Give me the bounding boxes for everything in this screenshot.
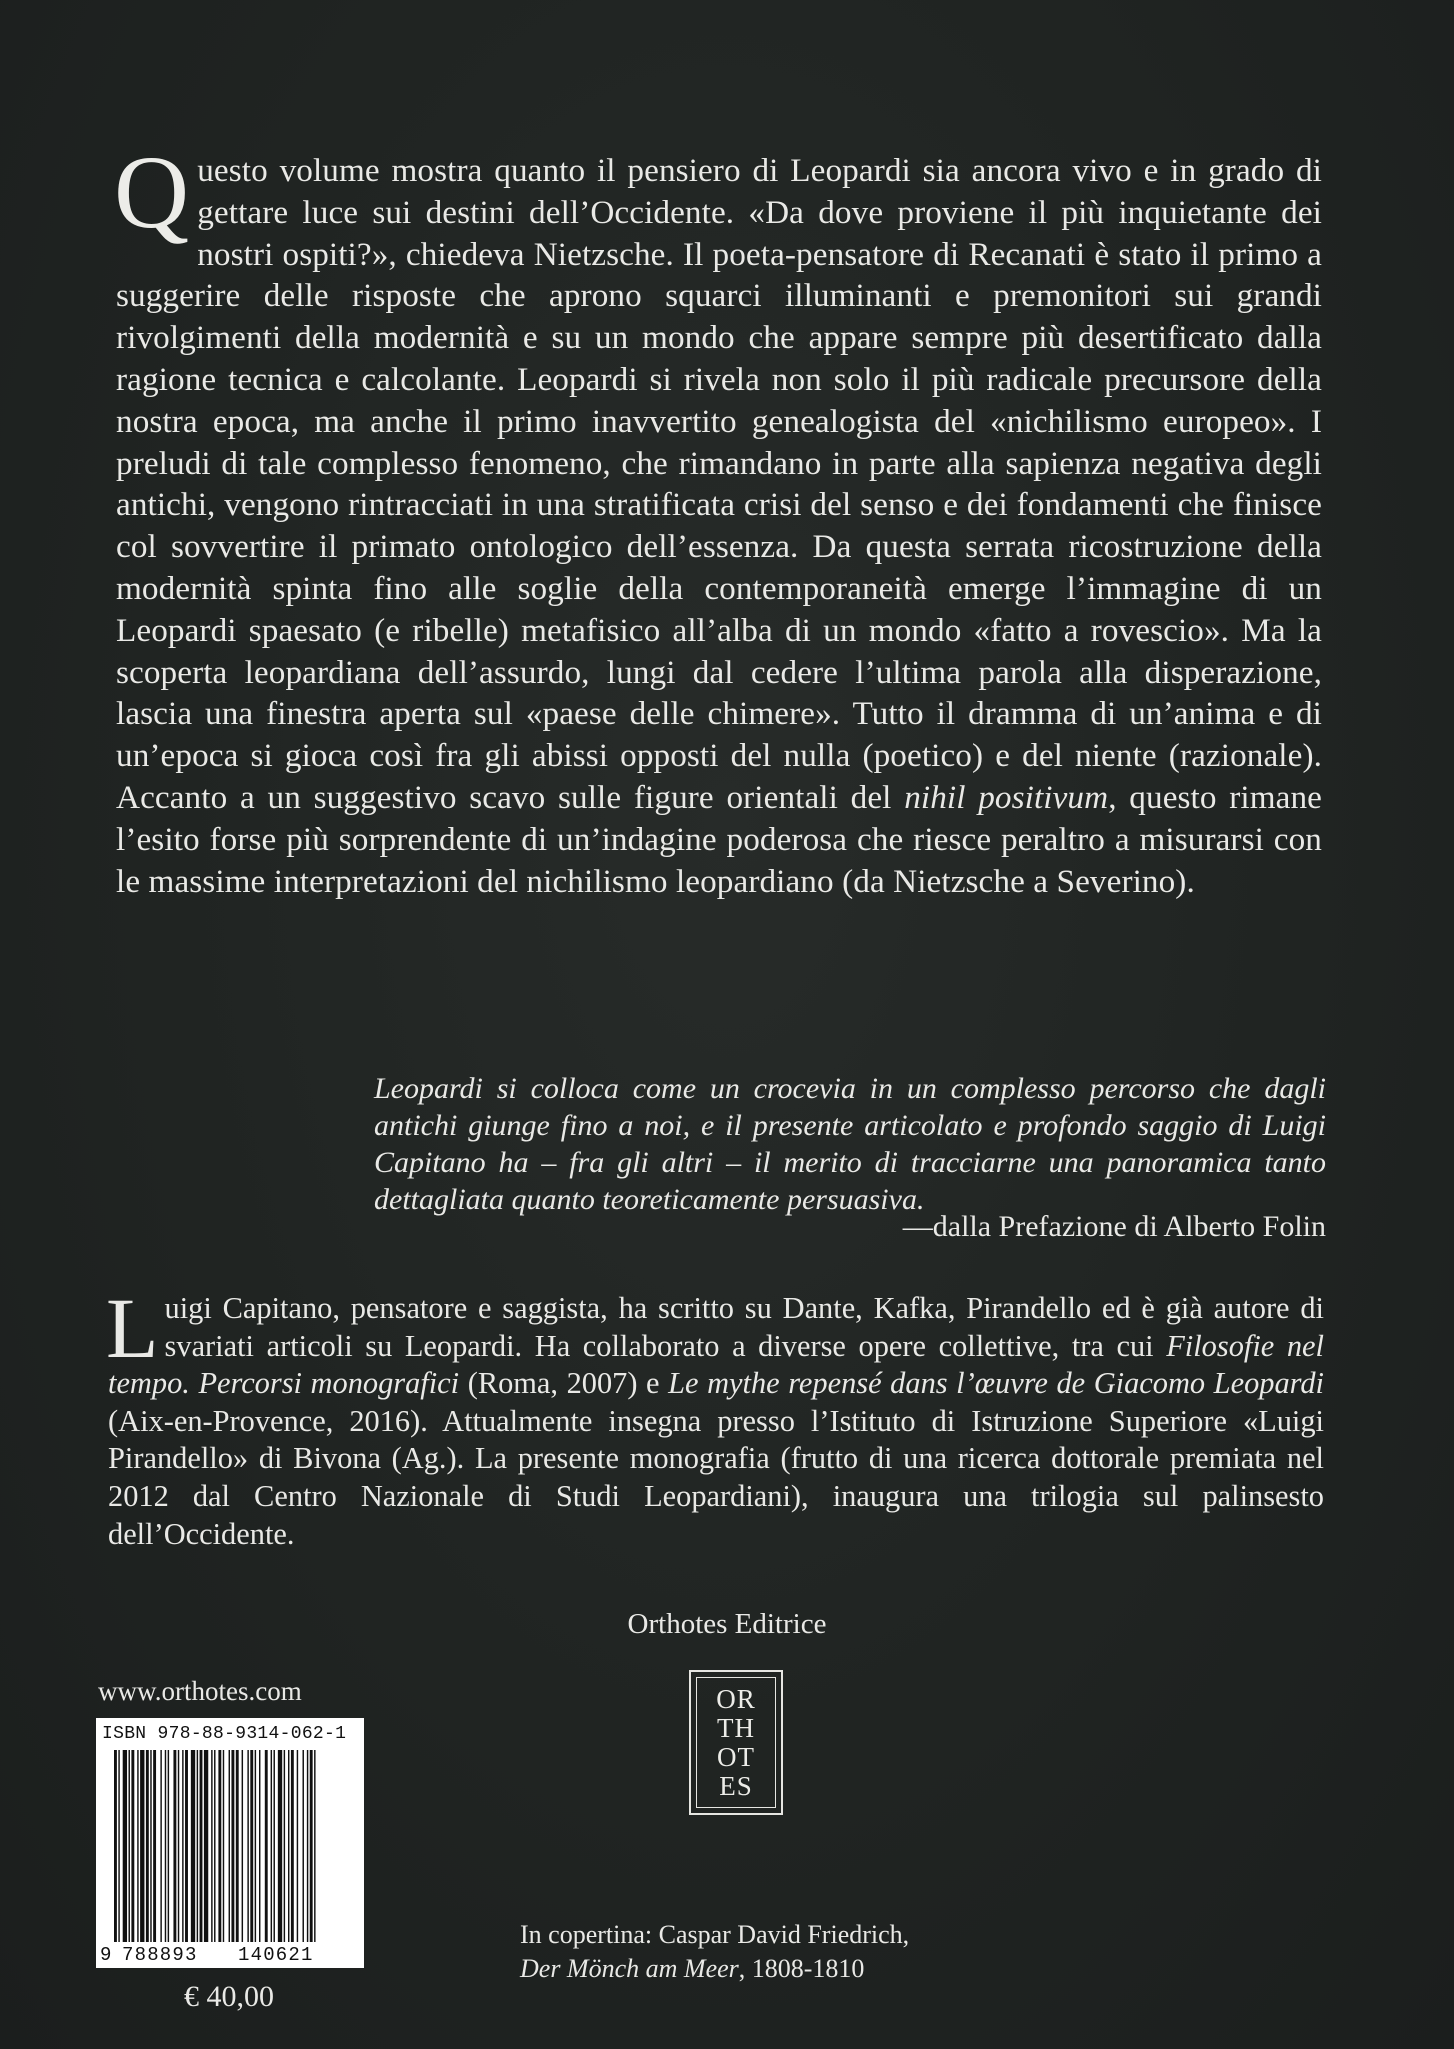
price: € 40,00 [184,1980,274,2013]
quote-attribution: —dalla Prefazione di Alberto Folin [902,1210,1326,1243]
blurb-dropcap: Q [114,135,190,250]
website-url[interactable]: www.orthotes.com [98,1676,302,1706]
blurb-body-end: , questo rimane l’esito forse più sorprendente di un’indagine poderosa che riesce peraltro a misurarsi con le massime interpretazioni del nichilismo leopardiano (da Nietzsche a Severino). [116,778,1322,900]
blurb-text [114,135,1322,902]
cover-credit-line1: In copertina: Caspar David Friedrich, [520,1920,910,1949]
cover-credit [520,1918,909,1986]
author-bio [106,1280,1324,1553]
logo-line: ES [719,1770,753,1801]
cover-credit-years: , 1808-1810 [738,1954,865,1983]
preface-quote: Leopardi si colloca come un crocevia in un complesso percorso che dagli antichi giunge fino a noi, e il presente articolato e profondo saggio di Luigi Capitano ha – fra gli altri – il merito di tracciarne una panoramica tanto dettagliata quanto teoreticamente persuasiva. [374,1072,1326,1216]
barcode-group-1: 788893 [122,1944,198,1966]
publisher-logo [689,1670,783,1815]
publisher-name: Orthotes Editrice [627,1608,827,1640]
cover-credit-title: Der Mönch am Meer [520,1954,739,1983]
blurb-body: uesto volume mostra quanto il pensiero di Leopardi sia ancora vivo e in grado di gettare luce sui destini dell’Occidente. «Da dove proviene il più inquietante dei nostri ospiti?», chiedeva Nietzsche. Il poeta-pensatore di Recanati è stato il primo a suggerire delle risposte che aprono squarci illuminanti e premonitori sui grandi rivolgimenti della modernità e su un mondo che appare sempre più desertificato dalla ragione tecnica e calcolante. Leopardi si rivela non solo il più radicale precursore della nostra epoca, ma anche il primo inavvertito genealogista del «nichilismo europeo». I preludi di tale complesso fenomeno, che rimandano in parte alla sapienza negativa degli antichi, vengono rintracciati in una stratificata crisi del senso e dei fondamenti che finisce col sovvertire il primato ontologico dell’essenza. Da questa serrata ricostruzione della modernità spinta fino alle soglie della contemporaneità emerge l’immagine di un Leopardi spaesato (e ribelle) metafisico all’alba di un mondo «fatto a rovescio». Ma la scoperta leopardiana dell’assurdo, lungi dal cedere l’ultima parola alla disperazione, lascia una finestra aperta sul «paese delle chimere». Tutto il dramma di un’anima e di un’epoca si gioca così fra gli abissi opposti del nulla (poetico) e del niente (razionale). Accanto a un suggestivo scavo sulle figure orientali del [116,152,1322,816]
logo-line: TH [717,1712,755,1743]
bio-part2: (Roma, 2007) e [459,1366,669,1401]
logo-frame [696,1677,776,1808]
logo-line: OR [716,1683,756,1714]
blurb-italic-term: nihil positivum [904,778,1109,816]
isbn-label: ISBN 978-88-9314-062-1 [102,1724,347,1744]
bio-dropcap: L [106,1280,159,1376]
bio-title-2: Le mythe repensé dans l’œuvre de Giacomo Leopardi [668,1366,1324,1401]
barcode-icon [98,1720,362,1966]
bio-title-1: Filosofie nel tempo. Percorsi monografici [108,1328,1324,1401]
bio-part1: uigi Capitano, pensatore e saggista, ha scritto su Dante, Kafka, Pirandello ed è già autore di svariati articoli su Leopardi. Ha collaborato a diverse opere collettive, tra cui [164,1291,1324,1363]
barcode-lead-digit: 9 [100,1944,112,1966]
logo-line: OT [717,1741,755,1772]
bio-part3: (Aix-en-Provence, 2016). Attualmente insegna presso l’Istituto di Istruzione Superiore «Luigi Pirandello» di Bivona (Ag.). La presente monografia (frutto di una ricerca dottorale premiata nel 2012 dal Centro Nazionale di Studi Leopardiani), inaugura una trilogia sul palinsesto dell’Occidente. [108,1403,1324,1551]
barcode-group-2: 140621 [238,1944,314,1966]
isbn-barcode-box [96,1718,364,1968]
